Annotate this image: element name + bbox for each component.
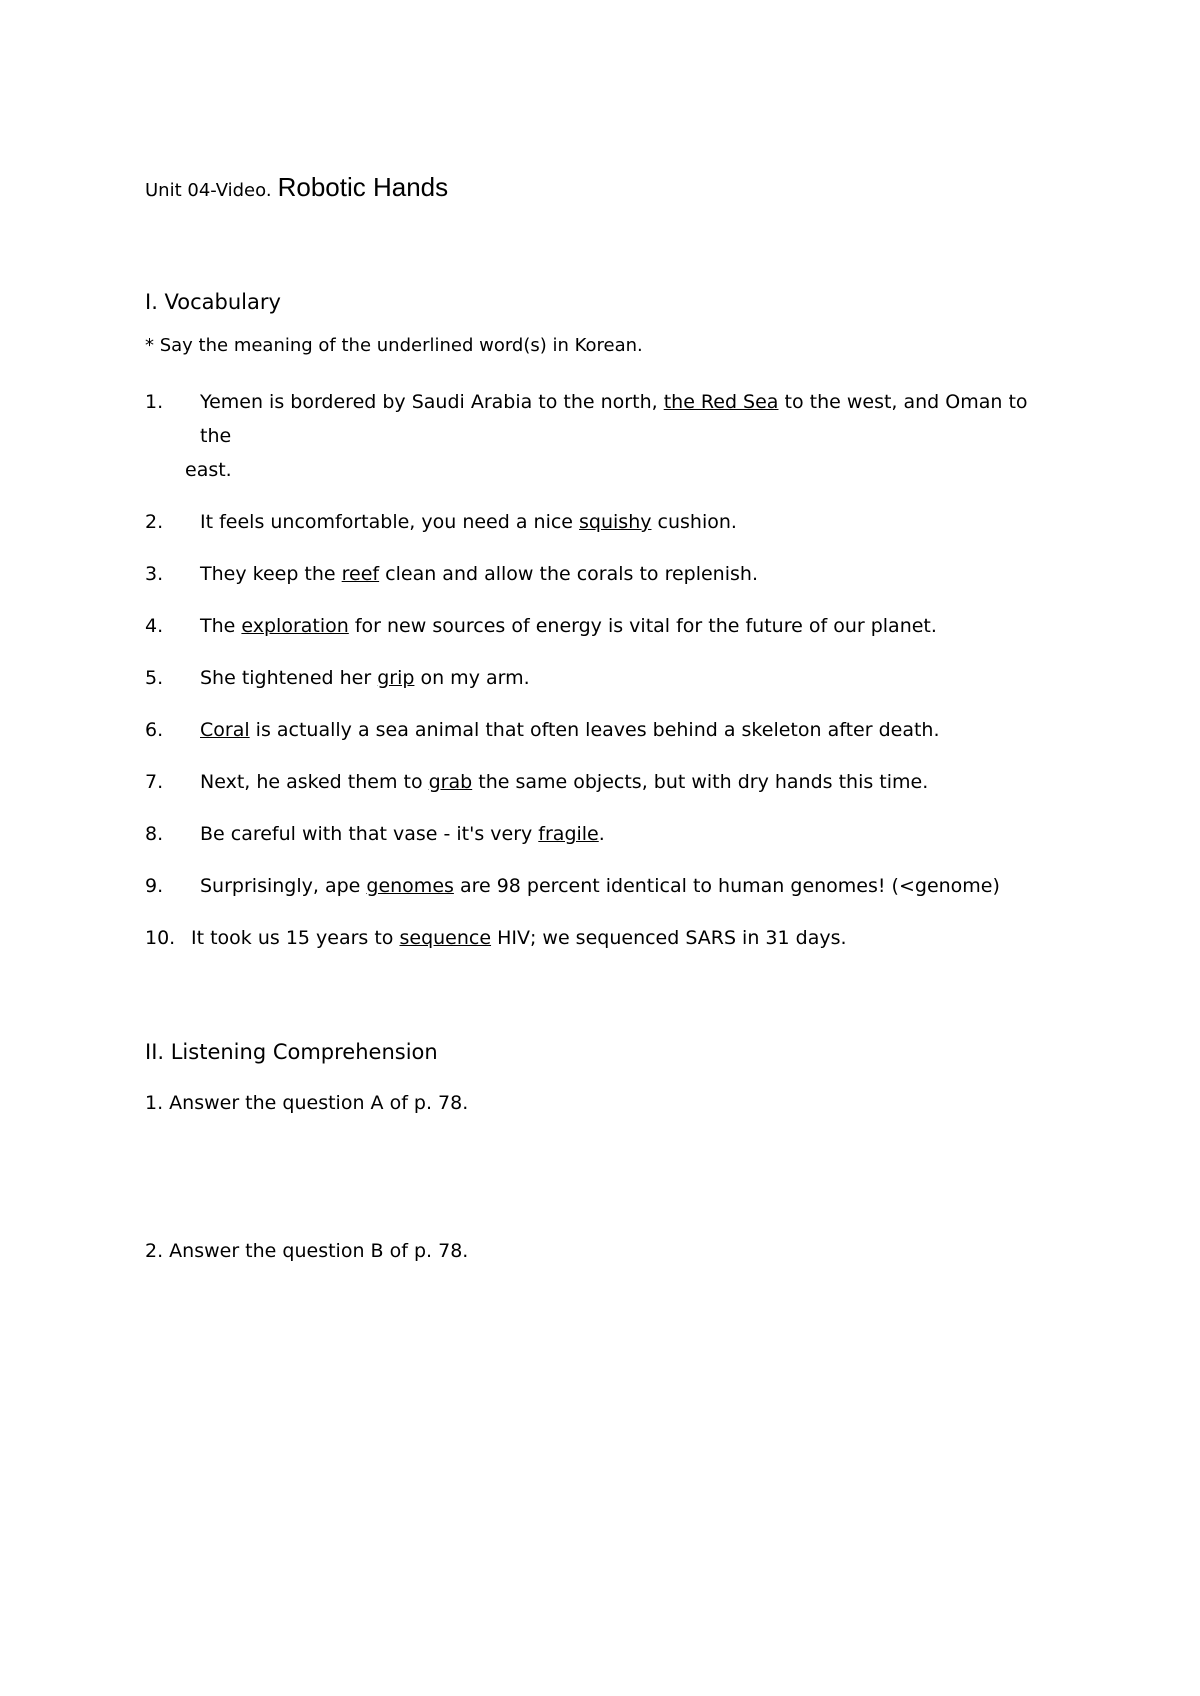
item-sentence (145, 921, 1045, 955)
sentence-part: to the west, and Oman to the (200, 391, 1028, 447)
item-sentence (145, 713, 1045, 747)
sentence-part: Surprisingly, ape (200, 875, 367, 897)
document-title (145, 172, 448, 203)
item-sentence (145, 385, 1045, 487)
item-sentence (145, 661, 1045, 695)
sentence-part: HIV; we sequenced SARS in 31 days. (491, 927, 847, 949)
listening-question: 2. Answer the question B of p. 78. (145, 1240, 469, 1262)
listening-heading: II. Listening Comprehension (145, 1040, 438, 1064)
item-sentence (145, 609, 1045, 643)
underlined-word: fragile (538, 823, 599, 845)
underlined-word: grab (428, 771, 473, 793)
vocabulary-item (145, 661, 1045, 695)
item-number: 7. (145, 771, 164, 793)
vocabulary-item (145, 713, 1045, 747)
sentence-part: for new sources of energy is vital for the future of our planet. (348, 615, 937, 637)
title-prefix: Unit 04-Video. (145, 180, 272, 201)
item-number: 10. (145, 927, 176, 949)
underlined-word: genomes (366, 875, 454, 897)
item-sentence (145, 505, 1045, 539)
vocabulary-item (145, 765, 1045, 799)
vocabulary-item (145, 557, 1045, 591)
vocabulary-item (145, 505, 1045, 539)
item-number: 9. (145, 875, 164, 897)
sentence-part: clean and allow the corals to replenish. (379, 563, 758, 585)
underlined-word: grip (377, 667, 415, 689)
sentence-part: Next, he asked them to (200, 771, 429, 793)
underlined-word: the Red Sea (663, 391, 779, 413)
sentence-part: She tightened her (200, 667, 378, 689)
vocabulary-item (145, 385, 1045, 487)
item-number: 4. (145, 615, 164, 637)
vocabulary-heading: I. Vocabulary (145, 290, 281, 314)
vocabulary-item (145, 609, 1045, 643)
sentence-part: the same objects, but with dry hands this time. (472, 771, 929, 793)
underlined-word: reef (341, 563, 380, 585)
sentence-part: The (200, 615, 242, 637)
sentence-part: . (598, 823, 605, 845)
item-number: 6. (145, 719, 164, 741)
item-sentence (145, 765, 1045, 799)
underlined-word: squishy (579, 511, 652, 533)
title-main: Robotic Hands (277, 172, 449, 202)
sentence-part: Yemen is bordered by Saudi Arabia to the north, (200, 391, 664, 413)
sentence-part: cushion. (651, 511, 737, 533)
vocabulary-item (145, 869, 1045, 903)
vocabulary-instruction: * Say the meaning of the underlined word(s) in Korean. (145, 335, 643, 356)
underlined-word: sequence (399, 927, 492, 949)
sentence-part: Be careful with that vase - it's very (200, 823, 539, 845)
sentence-part: It feels uncomfortable, you need a nice (200, 511, 580, 533)
sentence-part: It took us 15 years to (191, 927, 400, 949)
sentence-part: are 98 percent identical to human genomes! (<genome) (453, 875, 1000, 897)
sentence-continuation: east. (185, 459, 232, 481)
item-sentence (145, 557, 1045, 591)
listening-question: 1. Answer the question A of p. 78. (145, 1092, 469, 1114)
item-number: 5. (145, 667, 164, 689)
vocabulary-item (145, 921, 1045, 955)
item-sentence (145, 817, 1045, 851)
vocabulary-list (145, 385, 1045, 973)
underlined-word: exploration (241, 615, 349, 637)
item-number: 1. (145, 391, 164, 413)
sentence-part: on my arm. (414, 667, 530, 689)
item-number: 2. (145, 511, 164, 533)
vocabulary-item (145, 817, 1045, 851)
item-number: 3. (145, 563, 164, 585)
underlined-word: Coral (200, 719, 250, 741)
item-number: 8. (145, 823, 164, 845)
item-sentence (145, 869, 1045, 903)
sentence-part: is actually a sea animal that often leaves behind a skeleton after death. (249, 719, 940, 741)
sentence-part: They keep the (200, 563, 342, 585)
